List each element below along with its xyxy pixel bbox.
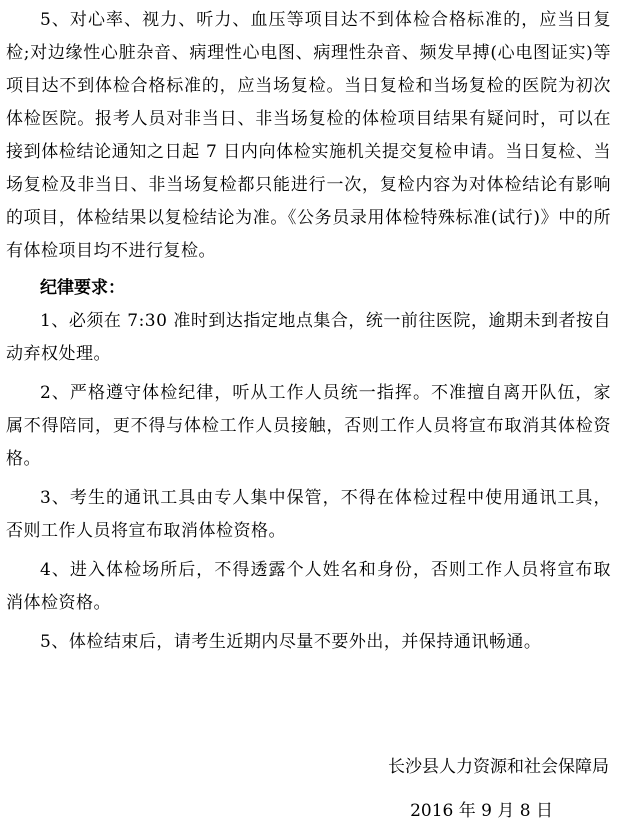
rule-5: 5、体检结束后，请考生近期内尽量不要外出，并保持通讯畅通。 — [40, 632, 542, 652]
rule-2: 2、严格遵守体检纪律，听从工作人员统一指挥。不准擅自离开队伍，家属不得陪同，更不得与体检工作人员接触，否则工作人员将宣布取消其体检资格。 — [6, 383, 611, 469]
rule-4: 4、进入体检场所后，不得透露个人姓名和身份，否则工作人员将宣布取消体检资格。 — [6, 560, 611, 613]
rule-3: 3、考生的通讯工具由专人集中保管，不得在体检过程中使用通讯工具，否则工作人员将宣布取消体检资格。 — [6, 488, 611, 541]
issue-date: 2016 年 9 月 8 日 — [410, 801, 553, 821]
recheck-paragraph: 5、对心率、视力、听力、血压等项目达不到体检合格标准的，应当日复检;对边缘性心脏杂音、病理性心电图、病理性杂音、频发早搏(心电图证实)等项目达不到体检合格标准的，应当场复检。当日复检和当场复检的医院为初次体检医院。报考人员对非当日、非当场复检的体检项目结果有疑问时，可以在接到体检结论通知之日起 7 日内向体检实施机关提交复检申请。当日复检、当场复检及非当日、非当场复检都只能进行一次，复检内容为对体检结论有影响的项目，体检结果以复检结论为准。《公务员录用体检特殊标准(试行)》中的所有体检项目均不进行复检。 — [6, 10, 611, 261]
discipline-heading: 纪律要求： — [40, 278, 125, 298]
issuer-signature: 长沙县人力资源和社会保障局 — [388, 757, 609, 777]
rule-1: 1、必须在 7:30 准时到达指定地点集合，统一前往医院，逾期未到者按自动弃权处理。 — [6, 311, 611, 364]
